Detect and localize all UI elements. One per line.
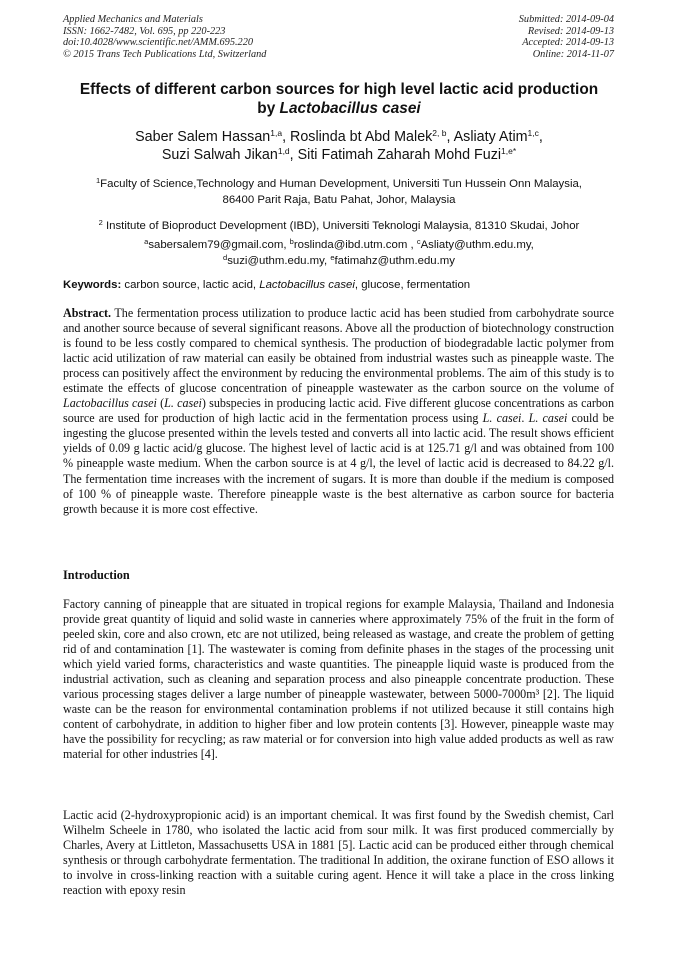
accepted-date: Accepted: 2014-09-13 — [522, 37, 614, 49]
author-affil-sup: 1,e* — [501, 146, 517, 156]
keywords: Keywords: carbon source, lactic acid, Lactobacillus casei, glucose, fermentation — [63, 279, 471, 291]
title-prefix: by — [257, 100, 280, 117]
affiliation-1: $^1$Faculty of Science,Technology and Human Development, Universiti Tun Hussein Onn Malaysia, 86400 Parit Raja, Batu Pahat, Johor, Malaysia — [96, 176, 582, 206]
author-name: Roslinda bt Abd Malek — [290, 129, 433, 145]
title-species: Lactobacillus casei — [279, 100, 421, 117]
author-name: Asliaty Atim — [453, 129, 528, 145]
author-name: Saber Salem Hassan — [135, 129, 271, 145]
revised-date: Revised: 2014-09-13 — [527, 25, 614, 37]
copyright-line: © 2015 Trans Tech Publications Ltd, Switzerland — [63, 48, 267, 60]
author-line-1: Saber Salem Hassan$^{1,a}$, Roslinda bt Abd Malek$^{2, b}$, Asliaty Atim$^{1,c}$, — [135, 128, 543, 145]
abstract-label: Abstract. — [63, 306, 112, 320]
affiliation-2: $^2$ Institute of Bioproduct Development (IBD), Universiti Teknologi Malaysia, 81310 Skudai, Johor — [98, 218, 580, 232]
author-list — [40, 128, 638, 164]
author-emails: $^a$sabersalem79@gmail.com, $^b$roslinda@ibd.utm.com , $^c$Asliaty@uthm.edu.my, $^d$suzi@uthm.edu.my, $^e$fatimahz@uthm.edu.my — [144, 237, 534, 267]
author-name: Suzi Salwah Jikan — [161, 147, 278, 163]
title-line-2 — [40, 99, 638, 118]
author-affil-sup: 1,c — [527, 128, 539, 138]
journal-header-left — [63, 14, 266, 60]
intro-paragraph-1: Factory canning of pineapple that are situated in tropical regions for example Malaysia, Thailand and Indonesia provide great quantity of liquid and solid waste in canneries where approximately 75% of the fruit in the form of peeled skin, core and also crown, etc are not utilized, being released as wastage, and create the problem of getting rid of and contamination [1]. The wastewater is coming from definite phases in the stages of the processing unit which yield varied forms, characteristics and waste quantities. The pineapple liquid waste is produced from the industrial activation, such as cleaning and separation process and also pineapple concentrate production. These various processing stages deliver a large number of pineapple wastewater, between 5000-7000m³ [2]. The liquid waste can be the reason for environmental contamination problems if not utilized because it still contains high content of carbohydrate, in addition to higher fiber and low protein contents [3]. However, pineapple waste may have the possibility for recycling; as raw material or for conversion into high value added products as well as raw material for other industries [4]. — [63, 597, 614, 762]
online-date: Online: 2014-11-07 — [532, 48, 614, 60]
email-link[interactable]: fatimahz@uthm.edu.my — [334, 254, 455, 267]
author-affil-sup: 2, b — [432, 128, 447, 138]
submitted-date: Submitted: 2014-09-04 — [518, 14, 614, 25]
paper-title — [40, 80, 638, 118]
email-link[interactable]: Asliaty@uthm.edu.my, — [420, 239, 534, 251]
intro-paragraph-2: Lactic acid (2-hydroxypropionic acid) is an important chemical. It was first found by the Swedish chemist, Carl Wilhelm Scheele in 1780, who isolated the lactic acid from sour milk. It was first produced commercially by Charles, Avery at Littleton, Massachusetts USA in 1881 [5]. Lactic acid can be produced either through chemical synthesis or through carbohydrate fermentation. The traditional In addition, the oxirane function of ESO allows it to involve in cross-linking reaction with a suitable curing agent. Hence it will take a place in the cross linking reaction with epoxy resin — [63, 808, 614, 898]
email-link[interactable]: roslinda@ibd.utm.com , — [293, 239, 417, 251]
title-line-1: Effects of different carbon sources for high level lactic acid production — [79, 81, 599, 98]
abstract: Abstract. The fermentation process utilization to produce lactic acid has been studied from carbohydrate source and another source because of several significant reasons. Above all the production of biotechnology construction is found to be less costly compared to chemical synthesis. The production of biodegradable lactic polymer from lactic acid utilization of raw material can easily be obtained from industrial wastes such as pineapple waste. The process can positively affect the environment by reducing the environmental problems. The aim of this study is to estimate the effects of glucose concentration of pineapple wastewater as the carbon source on the volume of Lactobacillus casei (L. casei) subspecies in producing lactic acid. Five different glucose concentrations as carbon source are used for production of high lactic acid in the fermentation process using L. casei. L. casei could be ingesting the glucose presented within the levels tested and converts all into lactic acid. The result shows efficient yields of 0.09 g lactic acid/g glucose. The highest level of lactic acid is at 125.71 g/l and was obtained from 100 % pineapple waste medium. When the carbon source is at 4 g/l, the level of lactic acid is decreased to 84.22 g/l. The fermentation time increases with the increment of sugars. It is more than double if the medium is composed of 100 % of pineapple waste. Therefore pineapple waste is the best alternative as carbon source for bacteria growth because it is more cost effective. — [63, 306, 615, 516]
doi-line: doi:10.4028/www.scientific.net/AMM.695.220 — [63, 37, 253, 49]
journal-name: Applied Mechanics and Materials — [63, 14, 203, 25]
keywords-label: Keywords: — [63, 279, 122, 291]
author-affil-sup: 1,a — [270, 128, 283, 138]
email-link[interactable]: sabersalem79@gmail.com, — [148, 239, 290, 251]
email-link[interactable]: suzi@uthm.edu.my, — [227, 254, 331, 267]
section-heading-introduction: Introduction — [63, 568, 130, 582]
issn-line: ISSN: 1662-7482, Vol. 695, pp 220-223 — [63, 25, 226, 37]
author-name: Siti Fatimah Zaharah Mohd Fuzi — [297, 147, 502, 163]
author-affil-sup: 1,d — [277, 146, 290, 156]
affiliation-sup: 2 — [98, 218, 103, 227]
affiliation-sup: 1 — [96, 176, 101, 185]
journal-header-right — [519, 14, 614, 60]
author-line-2: Suzi Salwah Jikan$^{1,d}$, Siti Fatimah Zaharah Mohd Fuzi$^{1,e*}$ — [161, 146, 517, 163]
